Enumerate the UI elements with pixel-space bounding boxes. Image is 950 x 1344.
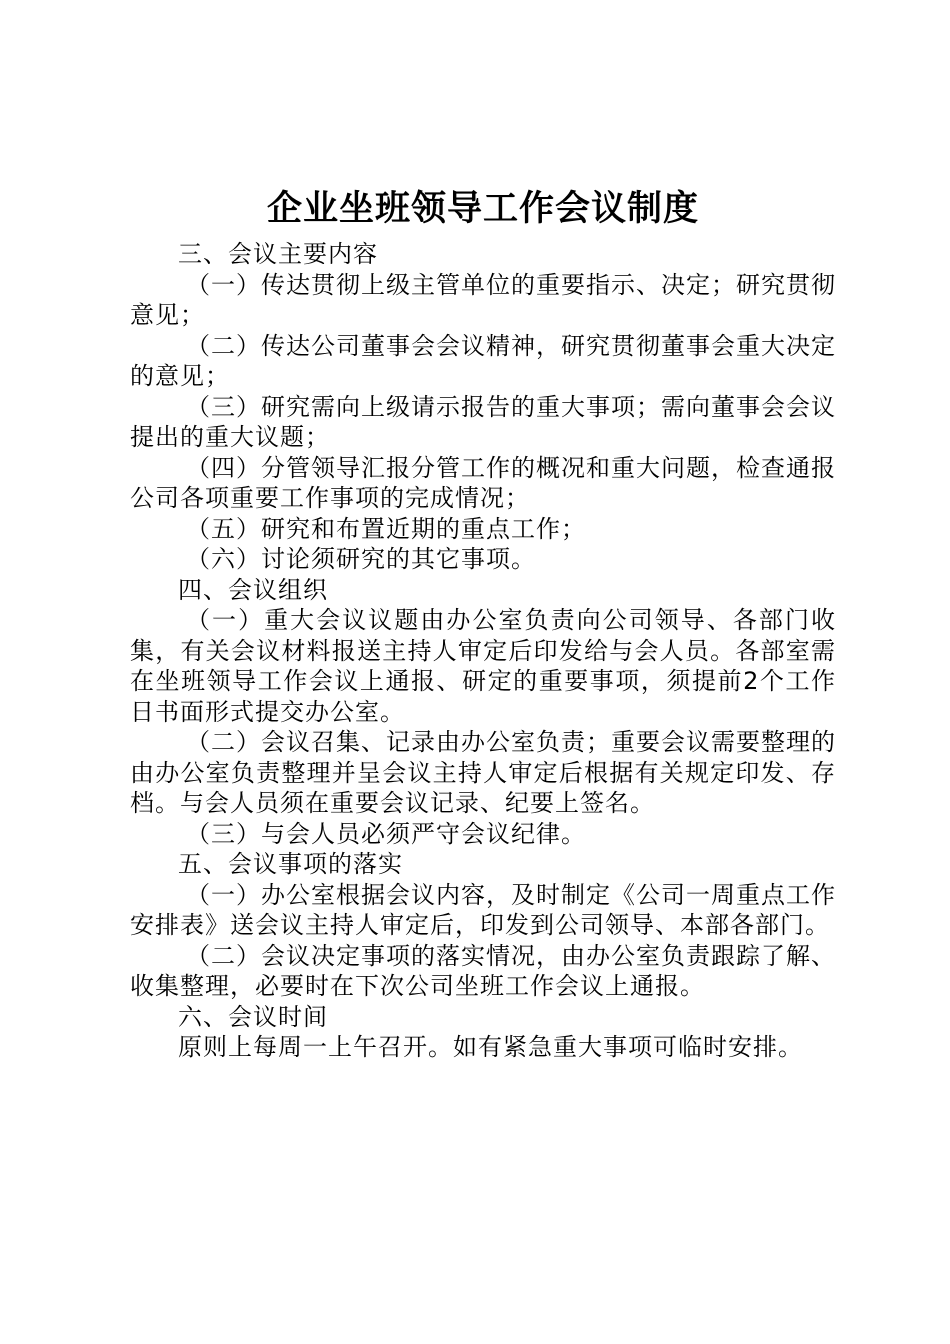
section-heading: 三、会议主要内容 bbox=[178, 240, 378, 268]
section-heading: 六、会议时间 bbox=[178, 1002, 328, 1031]
paragraph: （一）传达贯彻上级主管单位的重要指示、决定；研究贯彻意见； bbox=[130, 270, 836, 329]
document-title: 企业坐班领导工作会议制度 bbox=[266, 188, 699, 229]
paragraph: （二）会议召集、记录由办公室负责；重要会议需要整理的由办公室负责整理并呈会议主持人审定后根据有关规定印发、存档。与会人员须在重要会议记录、纪要上签名。 bbox=[130, 728, 836, 817]
paragraph: （三）与会人员必须严守会议纪律。 bbox=[186, 819, 586, 848]
paragraph: 原则上每周一上午召开。如有紧急重大事项可临时安排。 bbox=[178, 1033, 803, 1061]
paragraph: （一）办公室根据会议内容，及时制定《公司一周重点工作安排表》送会议主持人审定后，印发到公司领导、本部各部门。 bbox=[130, 880, 836, 939]
section-heading: 四、会议组织 bbox=[178, 575, 328, 604]
paragraph: （四）分管领导汇报分管工作的概况和重大问题，检查通报公司各项重要工作事项的完成情况； bbox=[130, 453, 836, 512]
paragraph: （三）研究需向上级请示报告的重大事项；需向董事会会议提出的重大议题； bbox=[130, 392, 836, 451]
document-page bbox=[130, 185, 836, 1063]
paragraph: （六）讨论须研究的其它事项。 bbox=[186, 545, 536, 573]
paragraph: （二）会议决定事项的落实情况，由办公室负责跟踪了解、收集整理，必要时在下次公司坐班工作会议上通报。 bbox=[130, 941, 836, 1000]
paragraph: （一）重大会议议题由办公室负责向公司领导、各部门收集，有关会议材料报送主持人审定后印发给与会人员。各部室需在坐班领导工作会议上通报、研定的重要事项，须提前2个工作日书面形式提交办公室。 bbox=[130, 606, 836, 726]
paragraph: （二）传达公司董事会会议精神，研究贯彻董事会重大决定的意见； bbox=[130, 331, 836, 390]
paragraph: （五）研究和布置近期的重点工作； bbox=[186, 514, 586, 543]
section-heading: 五、会议事项的落实 bbox=[178, 850, 403, 878]
